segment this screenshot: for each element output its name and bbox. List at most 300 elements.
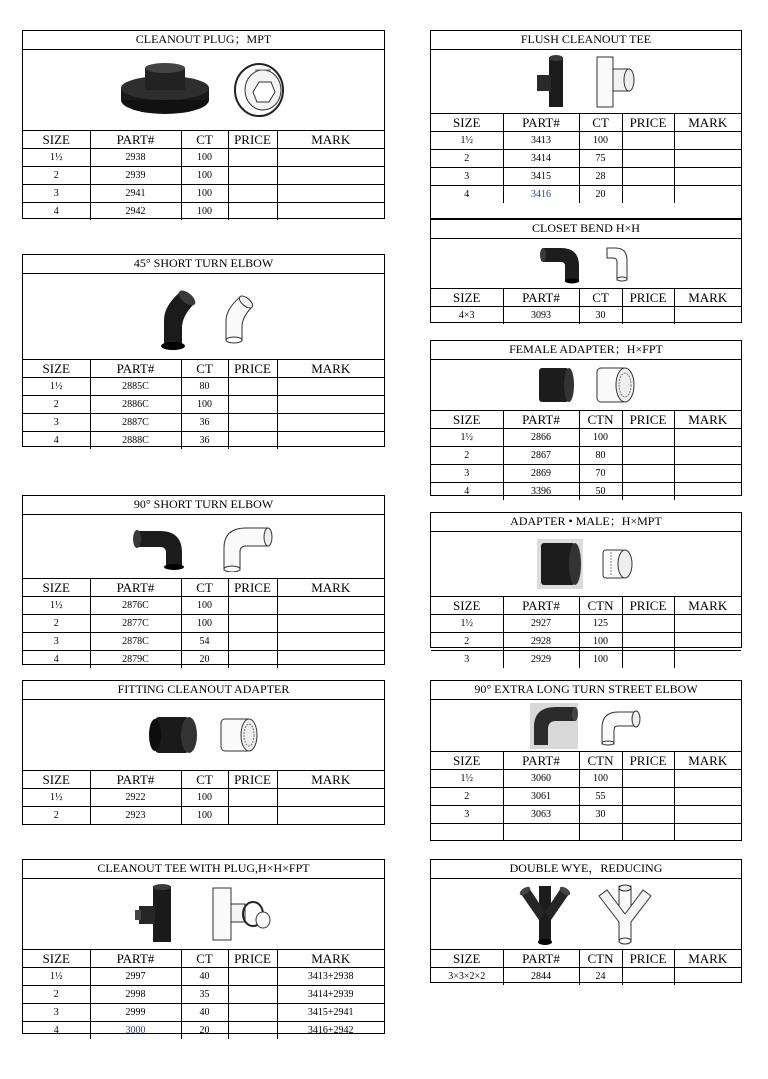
section-title: FEMALE ADAPTER；H×FPT [431, 341, 741, 360]
cell-part: 2888C [90, 432, 181, 450]
header-part: PART# [503, 950, 579, 968]
header-mark: MARK [674, 597, 741, 615]
cell-ct: 100 [181, 789, 228, 807]
cell-size: 4×3 [431, 307, 503, 325]
cell-mark: 3414+2939 [277, 986, 384, 1004]
cell-size: 1½ [431, 429, 503, 447]
header-size: SIZE [23, 579, 90, 597]
header-mark: MARK [674, 411, 741, 429]
product-images [431, 532, 741, 597]
cell-price [622, 132, 674, 150]
cell-price [622, 968, 674, 986]
section-closet-bend [430, 219, 742, 323]
cell-mark [674, 132, 741, 150]
header-mark: MARK [277, 771, 384, 789]
cell-part: 2941 [90, 185, 181, 203]
cell-price [228, 1022, 277, 1040]
cell-size: 1½ [431, 615, 503, 633]
section-45-short-turn-elbow [22, 254, 385, 447]
table-row [23, 203, 384, 221]
cell-ctn: 50 [579, 483, 622, 501]
cell-mark [277, 167, 384, 185]
white-closet-bend-sketch-image [603, 244, 633, 284]
cell-mark [674, 615, 741, 633]
cell-price [228, 149, 277, 167]
cell-part: 2867 [503, 447, 579, 465]
cell-price [622, 824, 674, 842]
cell-mark [674, 429, 741, 447]
cell-ct: 80 [181, 378, 228, 396]
table-row [23, 378, 384, 396]
cell-part: 2844 [503, 968, 579, 986]
parts-table [23, 771, 384, 824]
cell-size: 1½ [431, 770, 503, 788]
cell-ct: 75 [579, 150, 622, 168]
cell-price [228, 651, 277, 669]
cell-part: 2923 [90, 807, 181, 825]
cell-size: 3 [431, 651, 503, 669]
cell-price [228, 986, 277, 1004]
cell-price [228, 968, 277, 986]
table-row [431, 615, 741, 633]
white-male-adapter-sketch-image [601, 544, 635, 584]
header-price: PRICE [622, 114, 674, 132]
cell-size: 2 [431, 788, 503, 806]
section-cleanout-tee-with-plug [22, 859, 385, 1034]
cell-mark [277, 789, 384, 807]
parts-table [23, 579, 384, 668]
cell-mark [277, 807, 384, 825]
cell-part: 3093 [503, 307, 579, 325]
cell-mark [277, 378, 384, 396]
cell-ct: 100 [181, 807, 228, 825]
cell-size: 3 [431, 806, 503, 824]
cell-size: 2 [23, 615, 90, 633]
cell-ct: 100 [181, 167, 228, 185]
header-size: SIZE [431, 289, 503, 307]
cell-part: 2927 [503, 615, 579, 633]
cell-price [622, 150, 674, 168]
table-row [23, 149, 384, 167]
table-row [23, 651, 384, 669]
cell-ct: 28 [579, 168, 622, 186]
section-title: CLEANOUT TEE WITH PLUG,H×H×FPT [23, 860, 384, 879]
header-size: SIZE [23, 771, 90, 789]
section-title: 90° SHORT TURN ELBOW [23, 496, 384, 515]
cell-size: 1½ [23, 789, 90, 807]
section-title: ADAPTER • MALE；H×MPT [431, 513, 741, 532]
cell-ctn [579, 824, 622, 842]
cell-ctn: 100 [579, 633, 622, 651]
parts-table [23, 950, 384, 1039]
cell-part: 3416 [503, 186, 579, 204]
cell-ct: 100 [181, 615, 228, 633]
cell-size: 1½ [23, 378, 90, 396]
cell-size: 4 [23, 651, 90, 669]
cell-part: 3060 [503, 770, 579, 788]
cell-size: 2 [23, 807, 90, 825]
white-45-elbow-sketch-image [218, 289, 258, 345]
cell-ct: 100 [181, 185, 228, 203]
cell-size: 4 [23, 203, 90, 221]
black-male-adapter-image [537, 539, 583, 589]
cell-part: 2866 [503, 429, 579, 447]
cell-ct: 100 [181, 396, 228, 414]
header-part: PART# [503, 411, 579, 429]
cell-part: 3415 [503, 168, 579, 186]
header-ct: CT [579, 289, 622, 307]
cell-ctn: 100 [579, 651, 622, 669]
table-row [431, 465, 741, 483]
header-part: PART# [90, 579, 181, 597]
cell-mark [674, 806, 741, 824]
cell-price [228, 597, 277, 615]
cell-price [622, 651, 674, 669]
cell-ctn: 100 [579, 770, 622, 788]
product-images [431, 700, 741, 752]
white-cleanout-plug-sketch-image [231, 60, 291, 120]
table-row [431, 186, 741, 204]
cell-part: 2879C [90, 651, 181, 669]
cell-mark [674, 307, 741, 325]
cell-mark [674, 651, 741, 669]
cell-size: 3 [431, 465, 503, 483]
header-size: SIZE [431, 752, 503, 770]
section-title: CLEANOUT PLUG；MPT [23, 31, 384, 50]
table-row [431, 788, 741, 806]
black-cleanout-tee-image [135, 884, 185, 944]
cell-size: 3 [23, 1004, 90, 1022]
cell-price [622, 465, 674, 483]
cell-ctn: 24 [579, 968, 622, 986]
cell-ct: 20 [181, 1022, 228, 1040]
cell-price [228, 432, 277, 450]
cell-ct: 36 [181, 432, 228, 450]
cell-price [228, 807, 277, 825]
table-row [23, 1004, 384, 1022]
cell-size: 1½ [23, 968, 90, 986]
cell-size: 2 [431, 447, 503, 465]
cell-ct: 100 [181, 597, 228, 615]
table-row [23, 615, 384, 633]
cell-mark [674, 788, 741, 806]
cell-mark [277, 432, 384, 450]
white-female-adapter-sketch-image [593, 364, 637, 406]
table-row [431, 132, 741, 150]
header-part: PART# [503, 752, 579, 770]
cell-size: 4 [23, 1022, 90, 1040]
header-ct: CT [181, 579, 228, 597]
header-ct: CT [181, 131, 228, 149]
section-cleanout-plug [22, 30, 385, 219]
table-row [23, 167, 384, 185]
black-90-elbow-image [132, 523, 196, 571]
cell-ct: 100 [181, 203, 228, 221]
header-ctn: CTN [579, 597, 622, 615]
header-mark: MARK [277, 579, 384, 597]
cell-size: 3 [431, 168, 503, 186]
cell-size: 1½ [23, 149, 90, 167]
cell-size: 3 [23, 633, 90, 651]
cell-ct: 35 [181, 986, 228, 1004]
cell-size: 2 [23, 167, 90, 185]
header-ctn: CTN [579, 752, 622, 770]
cell-part: 2886C [90, 396, 181, 414]
parts-table [431, 289, 741, 324]
white-90-elbow-sketch-image [214, 522, 276, 572]
cell-mark [277, 633, 384, 651]
section-title: FLUSH CLEANOUT TEE [431, 31, 741, 50]
cell-part: 2929 [503, 651, 579, 669]
section-title: FITTING CLEANOUT ADAPTER [23, 681, 384, 700]
header-price: PRICE [228, 360, 277, 378]
cell-ct: 40 [181, 1004, 228, 1022]
header-price: PRICE [228, 131, 277, 149]
header-price: PRICE [622, 950, 674, 968]
cell-price [622, 307, 674, 325]
parts-table [431, 950, 741, 985]
white-cleanout-tee-sketch-image [203, 884, 273, 944]
header-ct: CT [181, 360, 228, 378]
cell-price [228, 414, 277, 432]
cell-ct: 20 [181, 651, 228, 669]
product-images [23, 515, 384, 579]
cell-part: 2998 [90, 986, 181, 1004]
cell-price [228, 378, 277, 396]
table-row [431, 483, 741, 501]
cell-part: 3413 [503, 132, 579, 150]
header-size: SIZE [431, 114, 503, 132]
header-part: PART# [503, 597, 579, 615]
section-title: DOUBLE WYE，REDUCING [431, 860, 741, 879]
cell-mark [277, 185, 384, 203]
cell-size: 4 [431, 186, 503, 204]
cell-part: 2942 [90, 203, 181, 221]
cell-part: 2997 [90, 968, 181, 986]
section-90-short-turn-elbow [22, 495, 385, 665]
white-cleanout-adapter-sketch-image [217, 713, 261, 757]
section-90-extra-long-street-elbow [430, 680, 742, 841]
cell-ctn: 70 [579, 465, 622, 483]
cell-price [622, 806, 674, 824]
cell-ct: 100 [181, 149, 228, 167]
section-title: CLOSET BEND H×H [431, 220, 741, 239]
cell-mark [674, 968, 741, 986]
cell-mark [277, 615, 384, 633]
cell-price [622, 186, 674, 204]
black-cleanout-adapter-image [147, 711, 199, 759]
cell-price [622, 615, 674, 633]
cell-size: 2 [23, 396, 90, 414]
header-mark: MARK [674, 289, 741, 307]
cell-ctn: 55 [579, 788, 622, 806]
cell-price [228, 789, 277, 807]
product-images [23, 700, 384, 771]
header-price: PRICE [622, 411, 674, 429]
black-street-elbow-image [530, 703, 578, 749]
cell-part: 3000 [90, 1022, 181, 1040]
cell-mark [674, 186, 741, 204]
section-title: 90° EXTRA LONG TURN STREET ELBOW [431, 681, 741, 700]
cell-mark: 3416+2942 [277, 1022, 384, 1040]
cell-ct: 100 [579, 132, 622, 150]
header-part: PART# [90, 360, 181, 378]
table-row [23, 597, 384, 615]
product-images [23, 274, 384, 360]
cell-ct: 20 [579, 186, 622, 204]
cell-part: 2878C [90, 633, 181, 651]
cell-part: 3396 [503, 483, 579, 501]
cell-size: 4 [431, 483, 503, 501]
table-row [431, 429, 741, 447]
parts-table [431, 114, 741, 203]
header-part: PART# [90, 950, 181, 968]
table-row [431, 633, 741, 651]
cell-part [503, 824, 579, 842]
cell-ct: 54 [181, 633, 228, 651]
cell-mark [674, 447, 741, 465]
table-row [23, 432, 384, 450]
parts-table [23, 360, 384, 449]
header-size: SIZE [431, 411, 503, 429]
cell-ct: 30 [579, 307, 622, 325]
product-images [431, 239, 741, 289]
parts-table [431, 597, 741, 668]
cell-price [622, 483, 674, 501]
header-part: PART# [90, 131, 181, 149]
table-row [431, 447, 741, 465]
cell-ct: 36 [181, 414, 228, 432]
cell-mark [277, 414, 384, 432]
cell-price [622, 447, 674, 465]
parts-table [23, 131, 384, 220]
white-flush-tee-sketch-image [593, 55, 637, 109]
header-price: PRICE [228, 771, 277, 789]
cell-price [228, 203, 277, 221]
table-row [23, 185, 384, 203]
cell-part: 2869 [503, 465, 579, 483]
black-cleanout-plug-image [117, 62, 213, 118]
table-row [23, 986, 384, 1004]
table-row [431, 168, 741, 186]
black-closet-bend-image [539, 244, 585, 284]
cell-part: 3063 [503, 806, 579, 824]
cell-price [228, 396, 277, 414]
cell-mark [277, 651, 384, 669]
product-images [431, 360, 741, 411]
cell-size: 3×3×2×2 [431, 968, 503, 986]
cell-ctn: 125 [579, 615, 622, 633]
table-row [23, 789, 384, 807]
parts-table [431, 411, 741, 500]
black-female-adapter-image [535, 364, 575, 406]
cell-size: 2 [431, 633, 503, 651]
parts-table [431, 752, 741, 841]
cell-part: 2928 [503, 633, 579, 651]
cell-part: 2876C [90, 597, 181, 615]
cell-part: 3061 [503, 788, 579, 806]
header-mark: MARK [277, 950, 384, 968]
product-images [23, 50, 384, 131]
cell-mark [277, 597, 384, 615]
cell-mark: 3413+2938 [277, 968, 384, 986]
table-row [431, 968, 741, 986]
header-part: PART# [503, 114, 579, 132]
cell-mark [674, 465, 741, 483]
cell-mark [674, 824, 741, 842]
header-ctn: CTN [579, 411, 622, 429]
header-price: PRICE [228, 579, 277, 597]
table-row [23, 807, 384, 825]
cell-size: 3 [23, 185, 90, 203]
header-mark: MARK [674, 114, 741, 132]
table-row [23, 633, 384, 651]
cell-size: 2 [23, 986, 90, 1004]
header-mark: MARK [674, 950, 741, 968]
header-mark: MARK [674, 752, 741, 770]
product-images [431, 50, 741, 114]
table-row [431, 651, 741, 669]
header-part: PART# [90, 771, 181, 789]
cell-mark [277, 203, 384, 221]
black-45-elbow-image [150, 284, 200, 350]
header-mark: MARK [277, 131, 384, 149]
section-title: 45° SHORT TURN ELBOW [23, 255, 384, 274]
cell-mark [674, 150, 741, 168]
header-ct: CT [579, 114, 622, 132]
cell-ctn: 30 [579, 806, 622, 824]
table-row [431, 824, 741, 842]
product-images [431, 879, 741, 950]
header-price: PRICE [622, 752, 674, 770]
header-ct: CT [181, 771, 228, 789]
cell-size: 4 [23, 432, 90, 450]
cell-ctn: 100 [579, 429, 622, 447]
header-ctn: CTN [579, 950, 622, 968]
cell-mark [277, 396, 384, 414]
header-size: SIZE [23, 950, 90, 968]
cell-ct: 40 [181, 968, 228, 986]
section-flush-cleanout-tee [430, 30, 742, 219]
cell-mark [674, 770, 741, 788]
table-row [431, 150, 741, 168]
table-row [23, 968, 384, 986]
cell-price [622, 770, 674, 788]
cell-part: 2877C [90, 615, 181, 633]
table-row [23, 414, 384, 432]
table-row [431, 307, 741, 325]
cell-part: 2922 [90, 789, 181, 807]
header-size: SIZE [431, 950, 503, 968]
cell-price [622, 168, 674, 186]
cell-part: 2885C [90, 378, 181, 396]
cell-price [228, 167, 277, 185]
header-price: PRICE [228, 950, 277, 968]
header-mark: MARK [277, 360, 384, 378]
header-size: SIZE [431, 597, 503, 615]
section-double-wye-reducing [430, 859, 742, 983]
cell-part: 2938 [90, 149, 181, 167]
cell-part: 2887C [90, 414, 181, 432]
cell-mark: 3415+2941 [277, 1004, 384, 1022]
cell-price [622, 788, 674, 806]
cell-mark [277, 149, 384, 167]
header-size: SIZE [23, 360, 90, 378]
section-adapter-male [430, 512, 742, 665]
header-price: PRICE [622, 597, 674, 615]
cell-size [431, 824, 503, 842]
white-double-wye-sketch-image [593, 882, 657, 946]
